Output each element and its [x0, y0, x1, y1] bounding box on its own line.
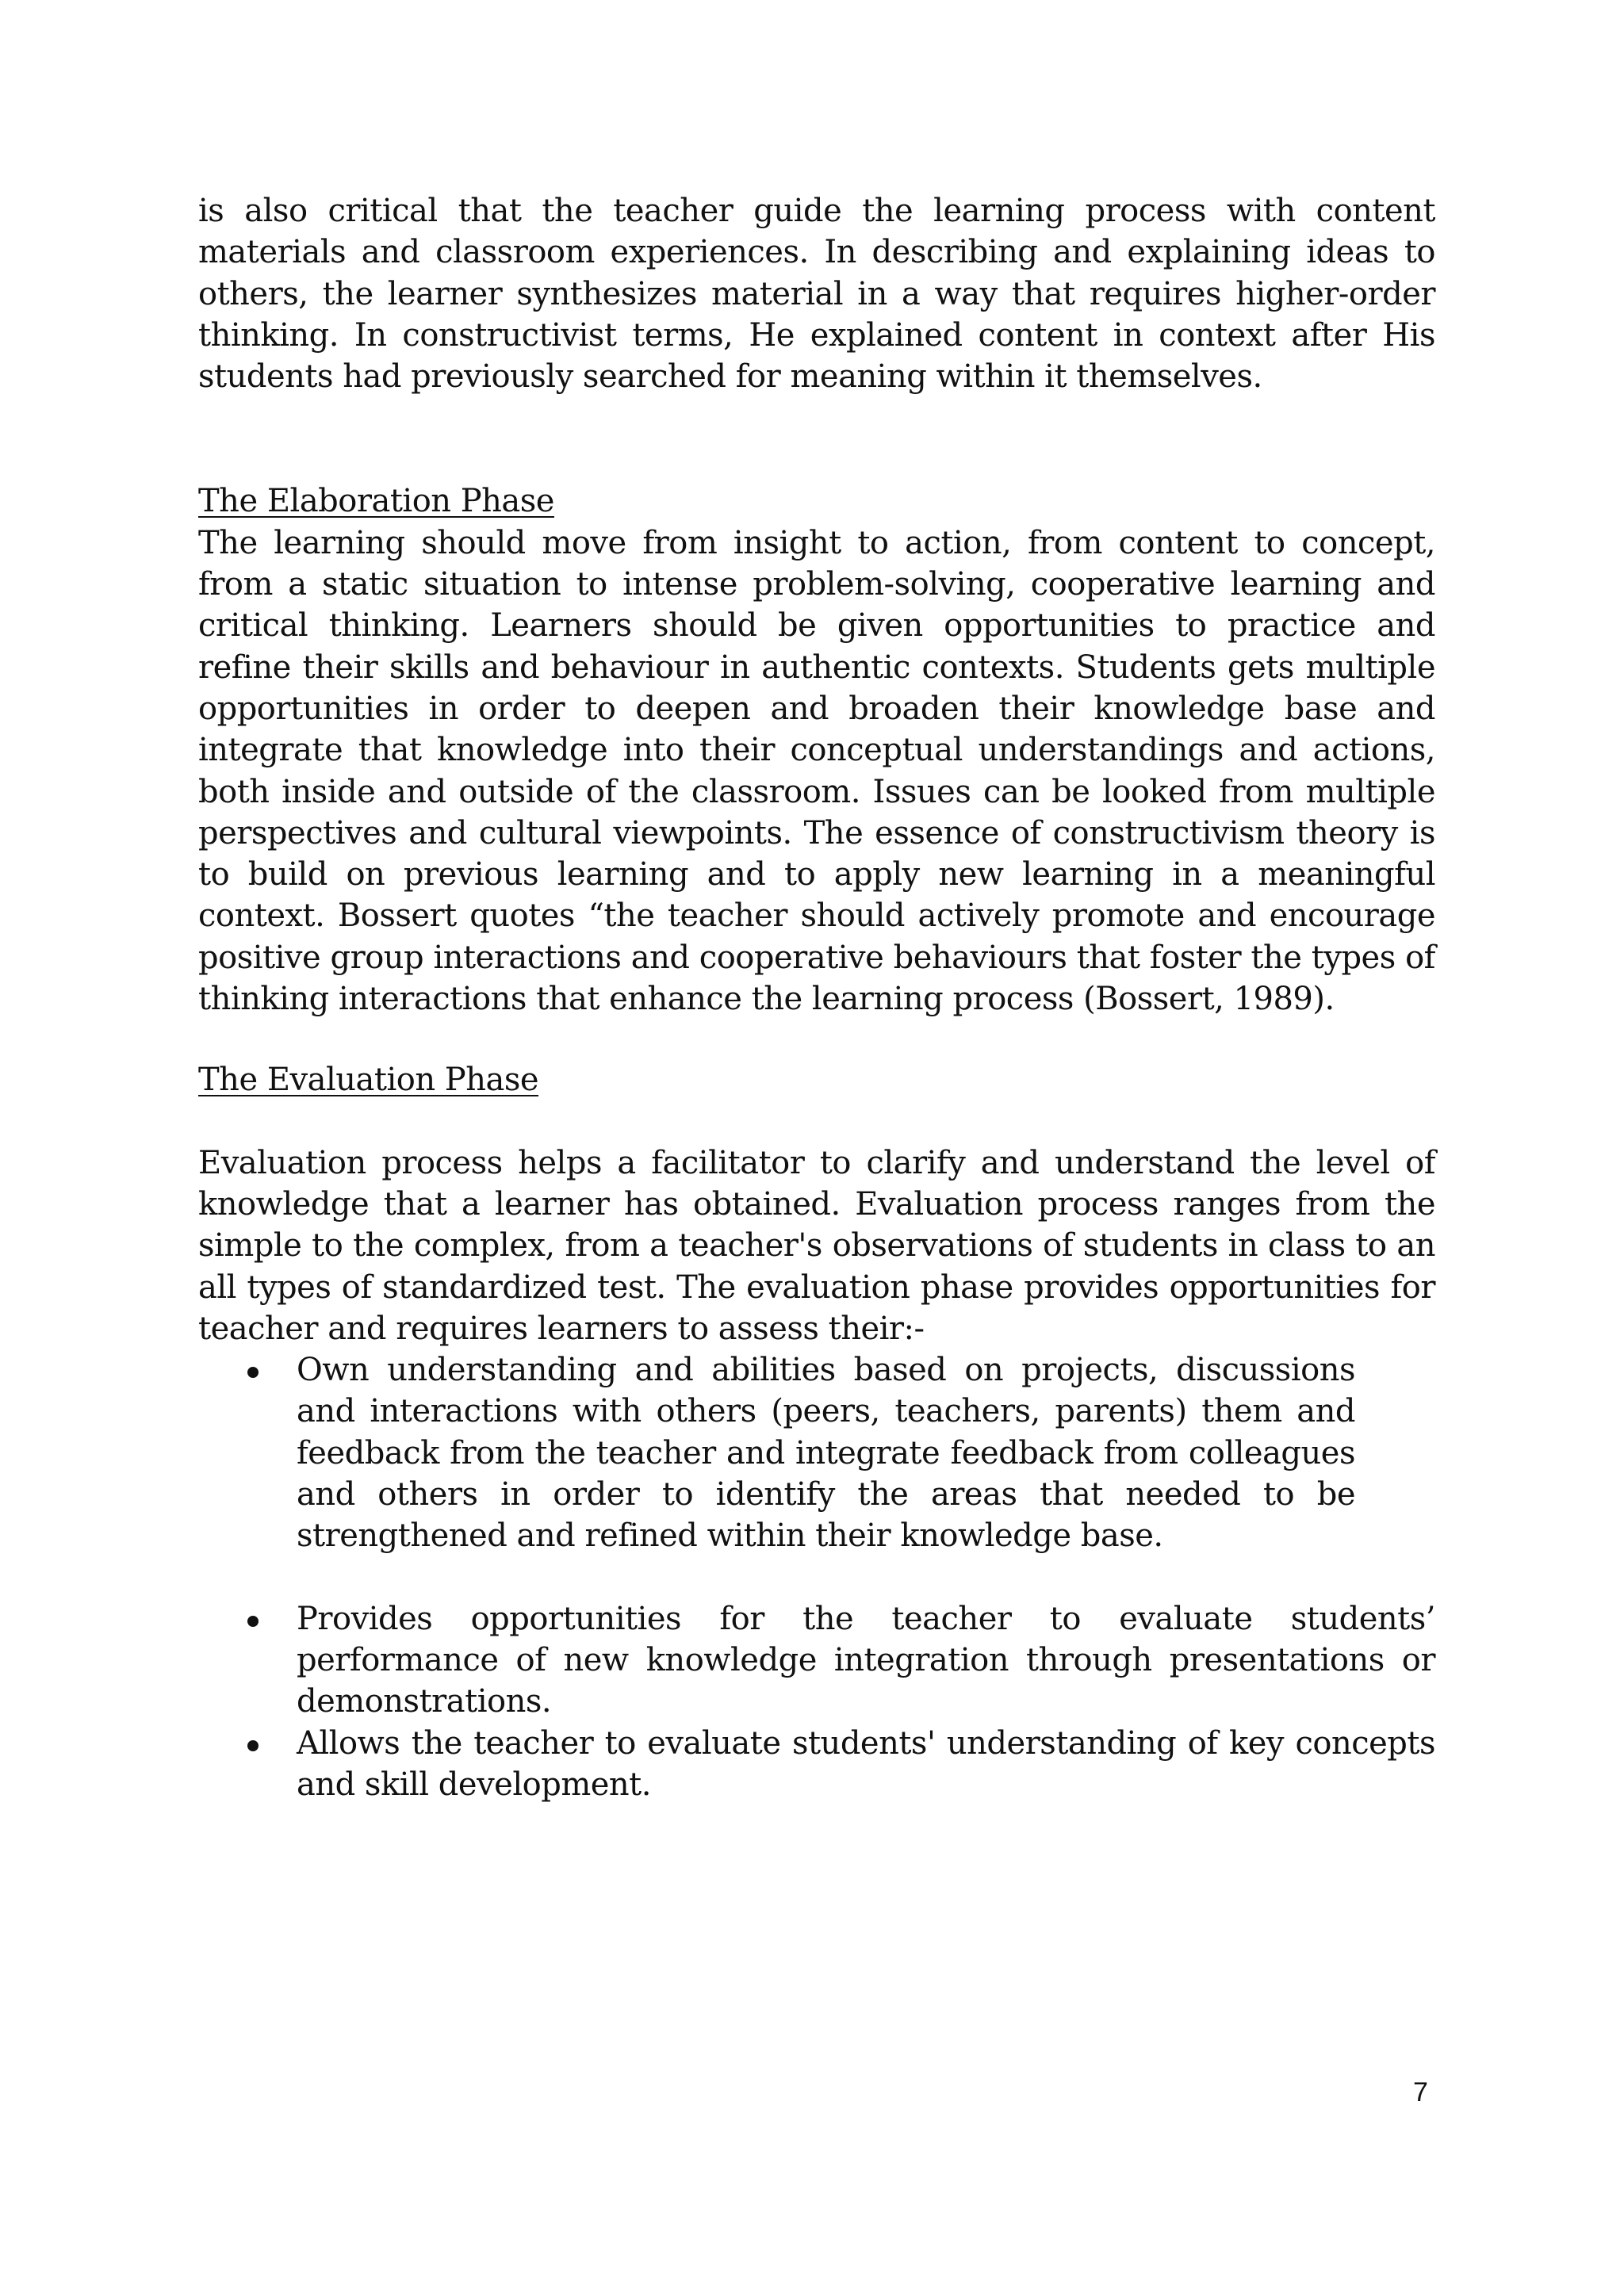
list-item-text: Own understanding and abilities based on projects, discussions and interactions with others (peers, teachers, parents) them and feedback from the teacher and integrate feedback from colleagues and others in order to identify the areas that needed to be strengthened and refined within their knowledge base. — [297, 1352, 1355, 1555]
document-page — [198, 190, 1435, 1805]
bullet-icon — [247, 1740, 259, 1751]
bullet-icon — [247, 1616, 259, 1627]
spacer — [198, 1020, 1435, 1059]
evaluation-heading: The Evaluation Phase — [198, 1062, 539, 1099]
spacer — [198, 1557, 1435, 1598]
list-item — [198, 1598, 1435, 1723]
list-item — [198, 1349, 1355, 1556]
spacer — [198, 397, 1435, 480]
bullet-icon — [247, 1367, 259, 1378]
list-item — [198, 1723, 1435, 1806]
intro-paragraph: is also critical that the teacher guide the learning process with content materials and classroom experiences. In describing and explaining ideas to others, the learner synthesizes material in a way that requires higher-order thinking. In constructivist terms, He explained content in context after His students had previously searched for meaning within it themselves. — [198, 193, 1435, 396]
elaboration-paragraph: The learning should move from insight to action, from content to concept, from a static situation to intense problem-solving, cooperative learning and critical thinking. Learners should be given opportunities to practice and refine their skills and behaviour in authentic contexts. Students gets multiple opportunities in order to deepen and broaden their knowledge base and integrate that knowledge into their conceptual understandings and actions, both inside and outside of the classroom. Issues can be looked from multiple perspectives and cultural viewpoints. The essence of constructivism theory is to build on previous learning and to apply new learning in a meaningful context. Bossert quotes “the teacher should actively promote and encourage positive group interactions and cooperative behaviours that foster the types of thinking interactions that enhance the learning process (Bossert, 1989). — [198, 524, 1435, 1018]
evaluation-bullet-list — [198, 1349, 1435, 1805]
list-item-text: Allows the teacher to evaluate students' understanding of key concepts and skill development. — [297, 1724, 1435, 1803]
spacer — [198, 1101, 1435, 1142]
list-item-text: Provides opportunities for the teacher to evaluate students’ performance of new knowledge integration through presentations or demonstrations. — [297, 1600, 1435, 1720]
evaluation-paragraph: Evaluation process helps a facilitator to clarify and understand the level of knowledge that a learner has obtained. Evaluation process ranges from the simple to the complex, from a teacher's observations of students in class to an all types of standardized test. The evaluation phase provides opportunities for teacher and requires learners to assess their:- — [198, 1144, 1435, 1347]
page-number: 7 — [1413, 2077, 1428, 2107]
elaboration-heading: The Elaboration Phase — [198, 483, 554, 520]
